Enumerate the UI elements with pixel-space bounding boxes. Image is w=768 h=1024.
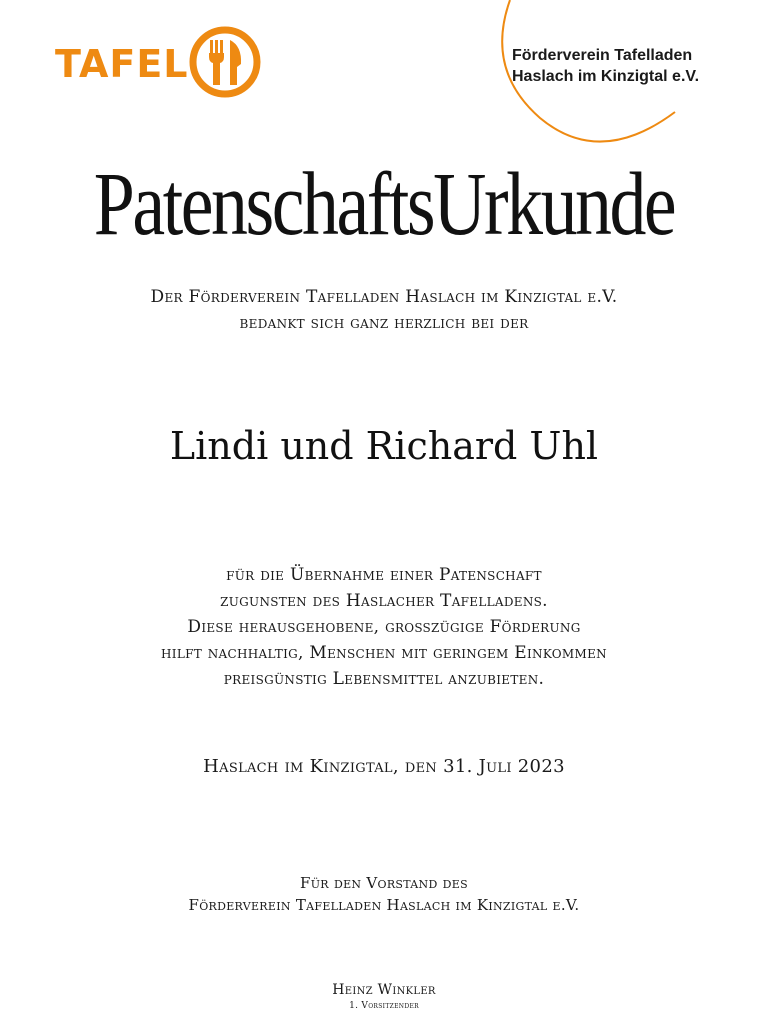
org-tagline-line1: Förderverein Tafelladen [512,47,693,64]
fork-knife-icon [186,24,264,100]
body-text [0,562,768,692]
org-tagline [512,45,699,87]
place-date: Haslach im Kinzigtal, den 31. Juli 2023 [203,756,565,777]
intro-text [0,284,768,336]
signer-role: 1. Vorsitzender [349,1001,419,1011]
body-line2: zugunsten des Haslacher Tafelladens. [220,591,548,611]
body-line5: preisgünstig Lebensmittel anzubieten. [223,669,545,689]
board-text [0,872,768,916]
signer-name: Heinz Winkler [332,982,436,998]
body-line1: für die Übernahme einer Patenschaft [226,565,542,585]
body-line4: hilft nachhaltig, Menschen mit geringem Einkommen [161,643,607,663]
org-tagline-line2: Haslach im Kinzigtal e.V. [512,68,700,85]
body-line3: Diese herausgehobene, großzügige Förderung [187,617,581,637]
intro-line1: Der Förderverein Tafelladen Haslach im Kinzigtal e.V. [150,287,618,307]
board-line2: Förderverein Tafelladen Haslach im Kinzigtal e.V. [188,896,580,914]
recipient-name: Lindi und Richard Uhl [169,424,599,468]
certificate-title: PatenschaftsUrkunde [93,155,675,254]
board-line1: Für den Vorstand des [300,874,468,892]
intro-line2: bedankt sich ganz herzlich bei der [239,313,529,333]
tafel-wordmark: TAFEL [55,42,189,86]
